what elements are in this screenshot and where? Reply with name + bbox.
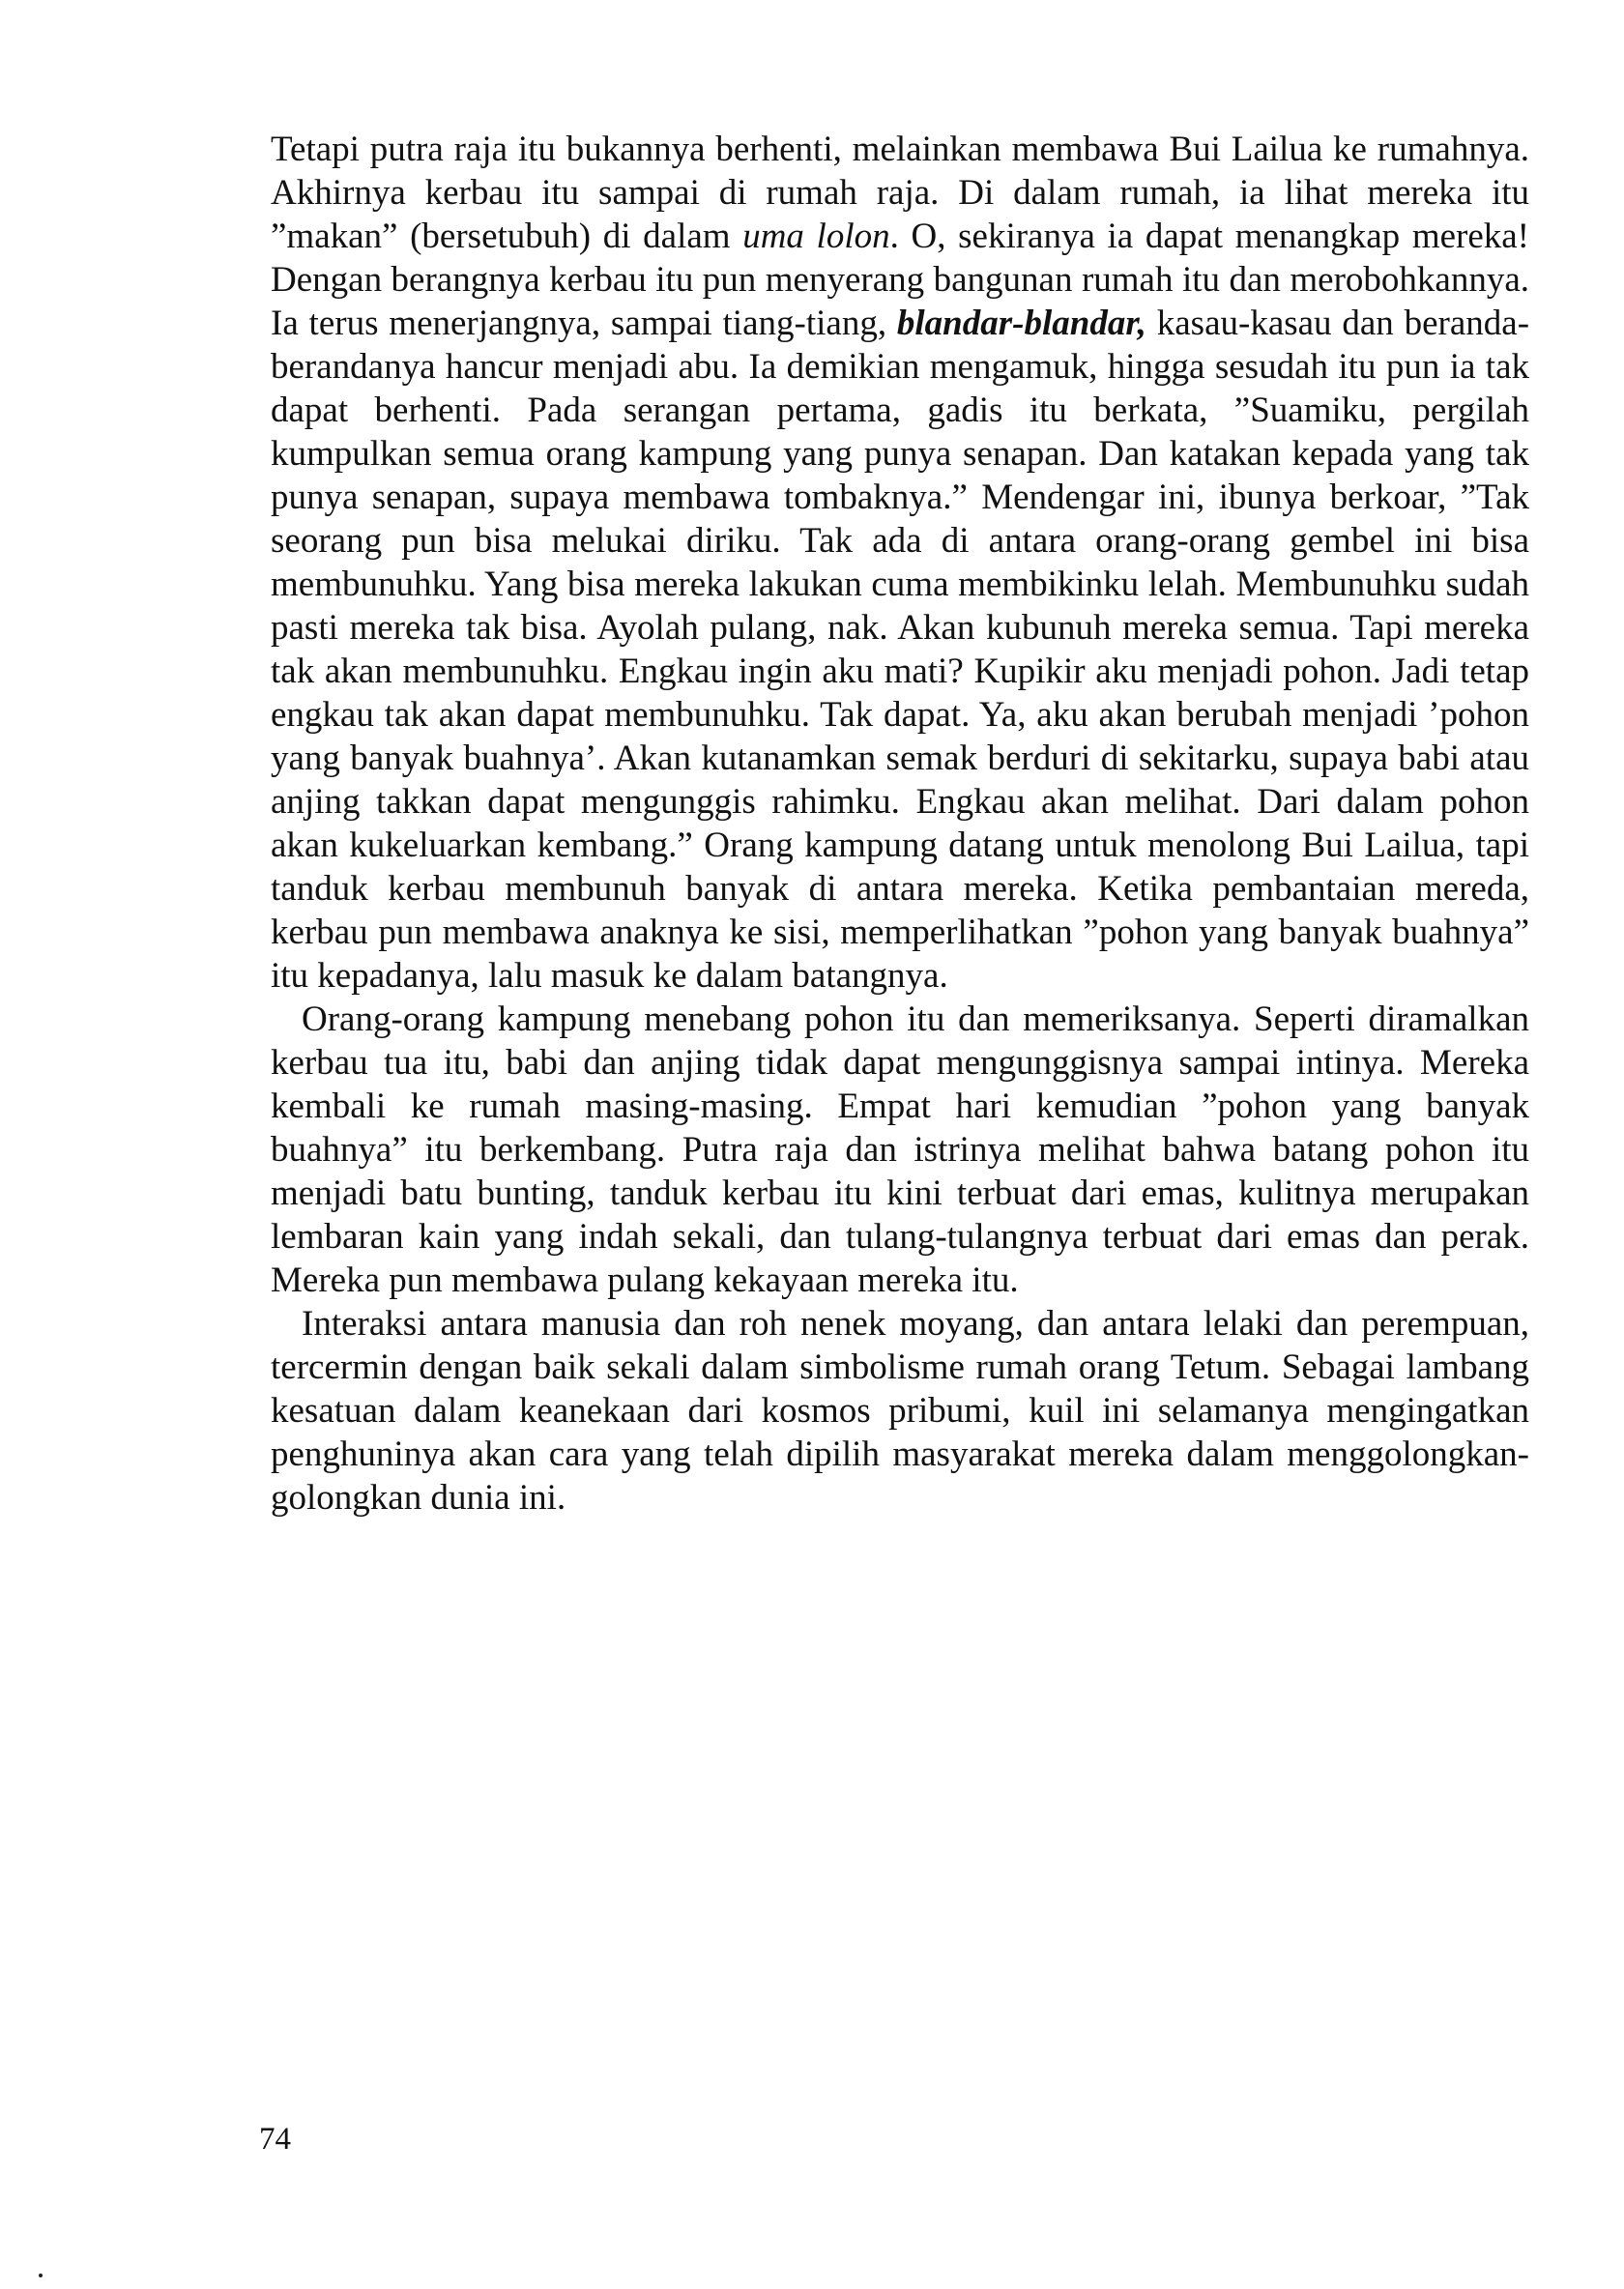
text-segment: Orang-orang kampung menebang pohon itu dan memeriksanya. Seperti diramalkan kerbau tua itu, babi dan anjing tidak dapat mengunggisnya sampai intinya. Mereka kembali ke rumah masing-masing. Empat hari kemudian ”pohon yang banyak buahnya” itu berkembang. Putra raja dan istrinya melihat bahwa batang pohon itu menjadi batu bunting, tanduk kerbau itu kini terbuat dari emas, kulitnya merupakan lembaran kain yang indah sekali, dan tulang-tulangnya terbuat dari emas dan perak. Mereka pun membawa pulang kekayaan mereka itu.	[271, 1000, 1529, 1300]
text-segment: . O, sekiranya ia dapat menangkap mereka! Dengan berangnya kerbau itu pun menyerang bangunan rumah itu dan merobohkannya. Ia terus menerjangnya, sampai tiang-tiang,	[271, 217, 1530, 343]
term-blandar-blandar: blandar-blandar,	[896, 304, 1146, 343]
text-segment: kasau-kasau dan beranda-berandanya hancur menjadi abu. Ia demikian mengamuk, hingga sesudah itu pun ia tak dapat berhenti. Pada serangan pertama, gadis itu berkata, ”Suamiku, pergilah kumpulkan semua orang kampung yang punya senapan. Dan katakan kepada yang tak punya senapan, supaya membawa tombaknya.” Mendengar ini, ibunya berkoar, ”Tak seorang pun bisa melukai diriku. Tak ada di antara orang-orang gembel ini bisa membunuhku. Yang bisa mereka lakukan cuma membikinku lelah. Membunuhku sudah pasti mereka tak bisa. Ayolah pulang, nak. Akan kubunuh mereka semua. Tapi mereka tak akan membunuhku. Engkau ingin aku mati? Kupikir aku menjadi pohon. Jadi tetap engkau tak akan dapat membunuhku. Tak dapat. Ya, aku akan berubah menjadi ’pohon yang banyak buahnya’. Akan kutanamkan semak berduri di sekitarku, supaya babi atau anjing takkan dapat mengunggis rahimku. Engkau akan melihat. Dari dalam pohon akan kukeluarkan kembang.” Orang kampung datang untuk menolong Bui Lailua, tapi tanduk kerbau membunuh banyak di antara mereka. Ketika pembantaian mereda, kerbau pun membawa anaknya ke sisi, memperlihatkan ”pohon yang banyak buahnya” itu kepadanya, lalu masuk ke dalam batangnya.	[271, 304, 1530, 996]
body-text	[271, 128, 1529, 1520]
page-number: 74	[259, 2122, 291, 2157]
term-uma-lolon: uma lolon	[742, 217, 890, 256]
text-segment: Interaksi antara manusia dan roh nenek moyang, dan antara lelaki dan perempuan, tercermin dengan baik sekali dalam simbolisme rumah orang Tetum. Sebagai lambang kesatuan dalam keanekaan dari kosmos pribumi, kuil ini selamanya mengingatkan penghuninya akan cara yang telah dipilih masyarakat mereka dalam menggolongkan-golongkan dunia ini.	[271, 1304, 1529, 1518]
scan-speck	[39, 2274, 43, 2277]
paragraph-3	[271, 1302, 1529, 1520]
text-segment: Tetapi putra raja itu bukannya berhenti, melainkan membawa Bui Lailua ke rumahnya. Akhirnya kerbau itu sampai di rumah raja. Di dalam rumah, ia lihat mereka itu ”makan” (bersetubuh) di dalam	[271, 130, 1529, 256]
paragraph-1	[271, 128, 1529, 998]
paragraph-2	[271, 998, 1529, 1302]
